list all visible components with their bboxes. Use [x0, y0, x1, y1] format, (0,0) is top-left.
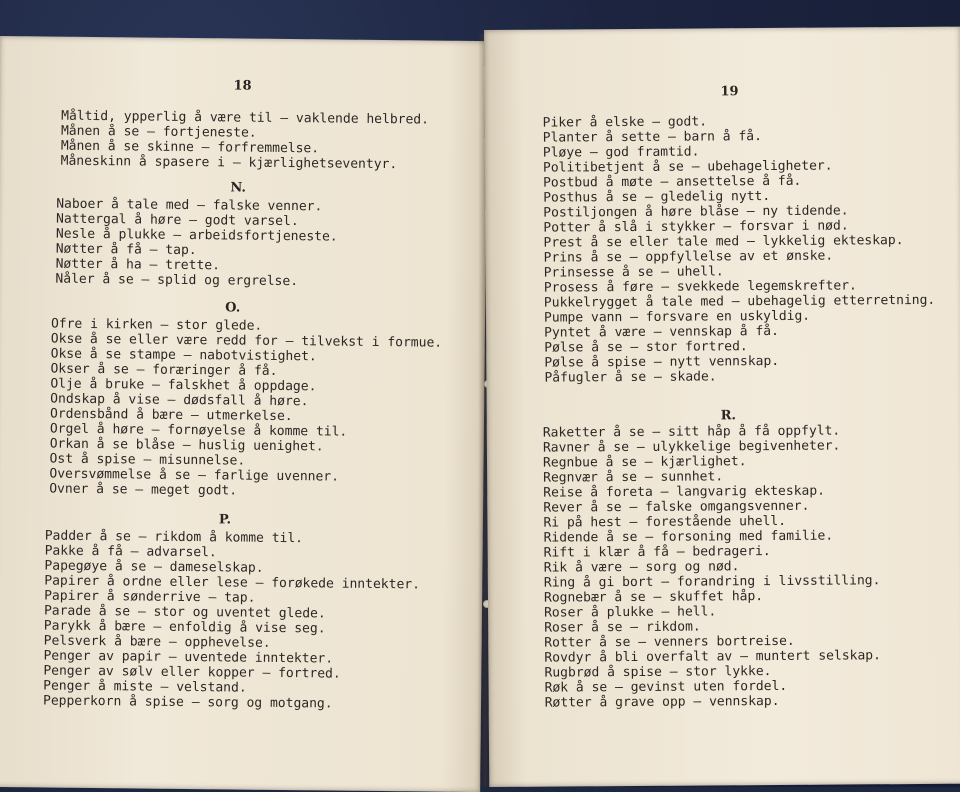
entry: Penger å miste — velstand. — [43, 678, 247, 696]
page-number-left: 18 — [233, 78, 252, 94]
entry: Orkan å se blåse — huslig uenighet. — [49, 436, 324, 455]
entry: Ridende å se — forsoning med familie. — [543, 528, 834, 546]
entry: Orgel å høre — fornøyelse å komme til. — [49, 421, 348, 440]
entry: Røtter å grave opp — vennskap. — [544, 693, 780, 711]
entry: Ravner å se — ulykkelige begivenheter. — [542, 438, 841, 456]
entry: Rever å se — falske omgangsvenner. — [543, 498, 810, 516]
entry: Rik å være — sorg og nød. — [543, 559, 740, 576]
entry: Ost å spise — misunnelse. — [49, 451, 246, 469]
entry: Padder å se — rikdom å komme til. — [44, 528, 304, 547]
entry: Olje å bruke — falskhet å oppdage. — [50, 376, 317, 395]
entry: Nøtter å få — tap. — [55, 241, 197, 259]
entry: Piker å elske — godt. — [542, 114, 708, 131]
section-heading-p: P. — [218, 512, 232, 528]
entry: Regnbue å se — kjærlighet. — [542, 454, 747, 471]
left-page — [0, 36, 488, 792]
entry: Parykk å bære — enfoldig å vise seg. — [43, 618, 326, 637]
entry: Nattergal å høre — godt varsel. — [56, 211, 299, 230]
entry: Papegøye å se — dameselskap. — [44, 558, 264, 576]
entry: Okser å se — foræringer å få. — [50, 361, 278, 379]
entry: Roser å plukke — hell. — [544, 604, 717, 621]
entry: Pløye — god framtid. — [542, 144, 700, 161]
section-heading-r: R. — [720, 408, 737, 424]
page-number-right: 19 — [720, 84, 739, 100]
entry: Oversvømmelse å se — farlige uvenner. — [49, 466, 340, 485]
section-heading-n: N. — [230, 180, 247, 196]
entry: Papirer å sønderrive — tap. — [44, 588, 256, 606]
entry: Postiljongen å høre blåse — ny tidende. — [543, 203, 849, 221]
entry: Regnvær å se — sunnhet. — [543, 469, 724, 486]
entry: Måltid, ypperlig å være til — vaklende helbred. — [61, 108, 430, 128]
entry: Postbud å møte — ansettelse å få. — [543, 173, 802, 191]
entry: Måneskinn å spasere i — kjærlighetseventyr. — [60, 153, 398, 173]
entry: Reise å foreta — langvarig ekteskap. — [543, 483, 826, 501]
entry: Potter å slå i stykker — forsvar i nød. — [543, 218, 849, 236]
entry: Påfugler å se — skade. — [544, 369, 717, 386]
entry: Pølse å spise — nytt vennskap. — [544, 353, 780, 371]
entry: Penger av papir — uventede inntekter. — [43, 648, 334, 667]
entry: Rift i klær å få — bedrageri. — [543, 544, 771, 561]
entry: Pyntet å være — vennskap å få. — [544, 323, 779, 341]
entry: Månen å se — fortjeneste. — [60, 123, 257, 141]
entry: Rugbrød å spise — stor lykke. — [544, 664, 772, 681]
entry: Papirer å ordne eller lese — forøkede inntekter. — [44, 573, 421, 593]
entry: Prest å se eller tale med — lykkelig ekteskap. — [543, 233, 904, 251]
right-page — [484, 27, 960, 787]
entry: Ofre i kirken — stor glede. — [50, 316, 263, 334]
entry: Ovner å se — meget godt. — [49, 481, 238, 499]
entry: Politibetjent å se — ubehageligheter. — [542, 158, 833, 176]
entry: Prinsesse å se — uhell. — [543, 264, 724, 281]
entry: Pelsverk å bære — opphevelse. — [43, 633, 271, 651]
entry: Parade å se — stor og uventet glede. — [43, 603, 326, 622]
entry: Pukkelrygget å tale med — ubehagelig etterretning. — [543, 292, 936, 311]
entry: Nåler å se — splid og ergrelse. — [55, 271, 299, 290]
entry: Ri på hest — forestående uhell. — [543, 513, 787, 531]
entry: Raketter å se — sitt håp å få oppfylt. — [542, 423, 841, 441]
entry: Røk å se — gevinst uten fordel. — [544, 678, 788, 696]
entry: Pakke å få — advarsel. — [44, 543, 217, 561]
entry: Posthus å se — gledelig nytt. — [543, 189, 771, 206]
entry: Prosess å føre — svekkede legemskrefter. — [543, 278, 857, 296]
entry: Nesle å plukke — arbeidsfortjeneste. — [55, 226, 338, 245]
entry: Pumpe vann — forsvare en uskyldig. — [543, 308, 811, 326]
entry: Naboer å tale med — falske venner. — [56, 196, 323, 215]
entry: Ordensbånd å bære — utmerkelse. — [49, 406, 293, 425]
entry: Penger av sølv eller kopper — fortred. — [43, 663, 341, 682]
entry: Ondskap å vise — dødsfall å høre. — [50, 391, 309, 410]
entry: Nøtter å ha — trette. — [55, 256, 221, 274]
entry: Rotter å se — venners bortreise. — [544, 633, 795, 651]
entry: Okse å se stampe — nabotvistighet. — [50, 346, 317, 365]
entry: Okse å se eller være redd for — tilvekst i formue. — [50, 331, 443, 351]
entry: Prins å se — oppfyllelse av et ønske. — [543, 248, 834, 266]
entry: Rovdyr å bli overfalt av — muntert selskap. — [544, 648, 881, 666]
section-heading-o: O. — [225, 300, 241, 316]
entry: Pepperkorn å spise — sorg og motgang. — [42, 693, 333, 712]
entry: Roser å se — rikdom. — [544, 619, 701, 636]
entry: Planter å sette — barn å få. — [542, 129, 762, 146]
entry: Månen å se skinne — forfremmelse. — [60, 138, 320, 157]
entry: Ring å gi bort — forandring i livsstilling. — [543, 573, 881, 591]
entry: Pølse å se — stor fortred. — [544, 339, 748, 356]
entry: Rognebær å se — skuffet håp. — [543, 589, 764, 606]
